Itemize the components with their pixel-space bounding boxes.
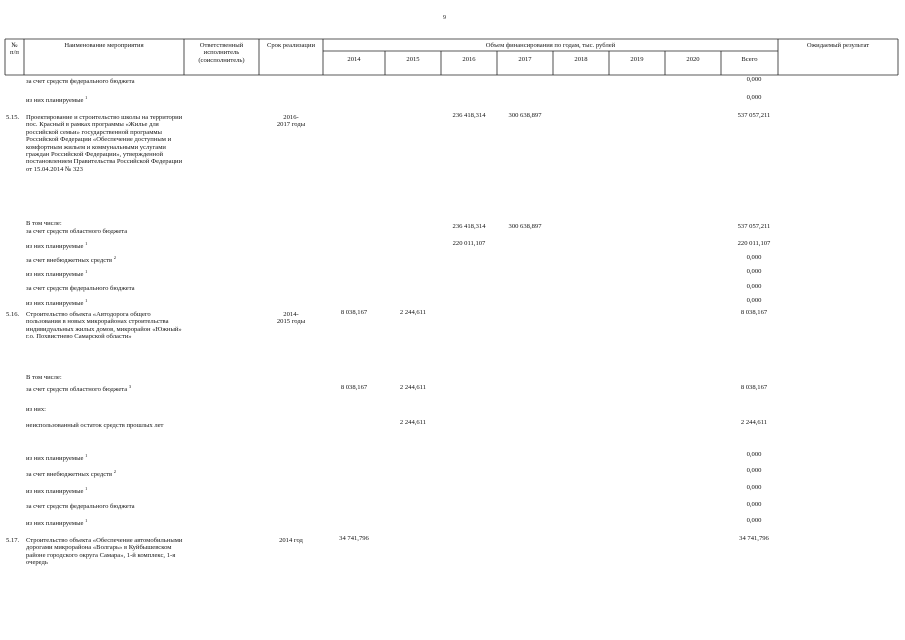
row-2017: 300 638,897 bbox=[508, 223, 542, 230]
row-2016: 220 011,107 bbox=[452, 240, 486, 247]
row-total: 8 038,167 bbox=[740, 309, 768, 316]
row-name: за счет средств областного бюджета $^3$ bbox=[26, 383, 132, 393]
header-year-2015: 2015 bbox=[406, 56, 420, 63]
row-name: за счет средств федерального бюджета bbox=[26, 503, 135, 510]
row-total: 0,000 bbox=[746, 451, 762, 458]
row-2014: 34 741,796 bbox=[339, 535, 369, 542]
header-col-term: Срок реализации bbox=[266, 42, 316, 49]
row-name: неиспользованный остаток средств прошлых лет bbox=[26, 422, 164, 429]
row-total: 0,000 bbox=[746, 254, 762, 261]
row-term: 2014- 2015 годы bbox=[276, 311, 306, 326]
row-name: за счет внебюджетных средств $^2$ bbox=[26, 254, 117, 264]
row-2015: 2 244,611 bbox=[399, 309, 427, 316]
row-total: 0,000 bbox=[746, 517, 762, 524]
row-name: из них планируемые $^1$ bbox=[26, 268, 88, 278]
page-number: 9 bbox=[443, 15, 446, 21]
header-year-total: Всего bbox=[741, 56, 758, 63]
row-name: из них планируемые $^1$ bbox=[26, 485, 88, 495]
row-total: 0,000 bbox=[746, 484, 762, 491]
row-name: В том числе: bbox=[26, 374, 62, 381]
header-col-name: Наименование мероприятия bbox=[64, 42, 144, 49]
row-number: 5.16. bbox=[6, 311, 20, 318]
header-year-2020: 2020 bbox=[686, 56, 700, 63]
row-total: 537 057,211 bbox=[737, 223, 771, 230]
row-total: 537 057,211 bbox=[737, 112, 771, 119]
row-name: за счет средств областного бюджета bbox=[26, 228, 128, 235]
row-name: Строительство объекта «Обеспечение автомобильными дорогами микрорайона «Волгарь» в Куйбышевском районе городского округа Самара», 1-й комплекс, 1-я очередь bbox=[26, 537, 183, 567]
row-2015: 2 244,611 bbox=[399, 384, 427, 391]
row-total: 0,000 bbox=[746, 297, 762, 304]
row-name: за счет внебюджетных средств $^2$ bbox=[26, 468, 117, 478]
row-2016: 236 418,314 bbox=[452, 112, 486, 119]
row-total: 0,000 bbox=[746, 501, 762, 508]
header-year-2019: 2019 bbox=[630, 56, 644, 63]
row-name: из них планируемые $^1$ bbox=[26, 240, 88, 250]
row-total: 8 038,167 bbox=[740, 384, 768, 391]
row-total: 0,000 bbox=[746, 94, 762, 101]
header-col-funding: Объем финансирования по годам, тыс. рублей bbox=[485, 42, 616, 49]
row-total: 0,000 bbox=[746, 283, 762, 290]
row-name: за счет средств федерального бюджета bbox=[26, 285, 135, 292]
row-total: 0,000 bbox=[746, 268, 762, 275]
row-name: Строительство объекта «Автодорога общего пользования в новых микрорайонах строительства индивидуальных жилых домов, микрорайон «Южный» г.о. Похвистнево Самарской области» bbox=[26, 311, 182, 341]
row-name: из них планируемые $^1$ bbox=[26, 94, 88, 104]
row-2014: 8 038,167 bbox=[340, 384, 368, 391]
row-name: Проектирование и строительство школы на территории пос. Красный в рамках программы «Жилье для российской семьи» государственной программы Российской Федерации «Обеспечение доступным и комфортным жильем и коммунальными услугами граждан Российской Федерации», утвержденной постановлением Правительства Российской Федерации от 15.04.2014 № 323 bbox=[26, 114, 183, 173]
header-col-executor: Ответственный исполнитель (соисполнитель) bbox=[198, 42, 245, 64]
row-2017: 300 638,897 bbox=[508, 112, 542, 119]
row-total: 220 011,107 bbox=[737, 240, 771, 247]
row-2015: 2 244,611 bbox=[399, 419, 427, 426]
header-col-result: Ожидаемый результат bbox=[806, 42, 870, 49]
header-year-2016: 2016 bbox=[462, 56, 476, 63]
row-total: 2 244,611 bbox=[740, 419, 768, 426]
row-name: из них планируемые $^1$ bbox=[26, 452, 88, 462]
header-col-number: № п/п bbox=[10, 42, 19, 57]
row-total: 0,000 bbox=[746, 76, 762, 83]
row-2014: 8 038,167 bbox=[340, 309, 368, 316]
row-name: из них планируемые $^1$ bbox=[26, 517, 88, 527]
row-number: 5.17. bbox=[6, 537, 20, 544]
row-2016: 236 418,314 bbox=[452, 223, 486, 230]
row-name: из них планируемые $^1$ bbox=[26, 297, 88, 307]
row-term: 2016- 2017 годы bbox=[276, 114, 306, 129]
row-number: 5.15. bbox=[6, 114, 20, 121]
header-year-2014: 2014 bbox=[347, 56, 361, 63]
row-name: В том числе: bbox=[26, 220, 62, 227]
row-name: за счет средств федерального бюджета bbox=[26, 78, 135, 85]
row-name: из них: bbox=[26, 406, 46, 413]
header-year-2017: 2017 bbox=[518, 56, 532, 63]
row-total: 34 741,796 bbox=[739, 535, 769, 542]
row-total: 0,000 bbox=[746, 467, 762, 474]
header-year-2018: 2018 bbox=[574, 56, 588, 63]
row-term: 2014 год bbox=[279, 537, 303, 544]
